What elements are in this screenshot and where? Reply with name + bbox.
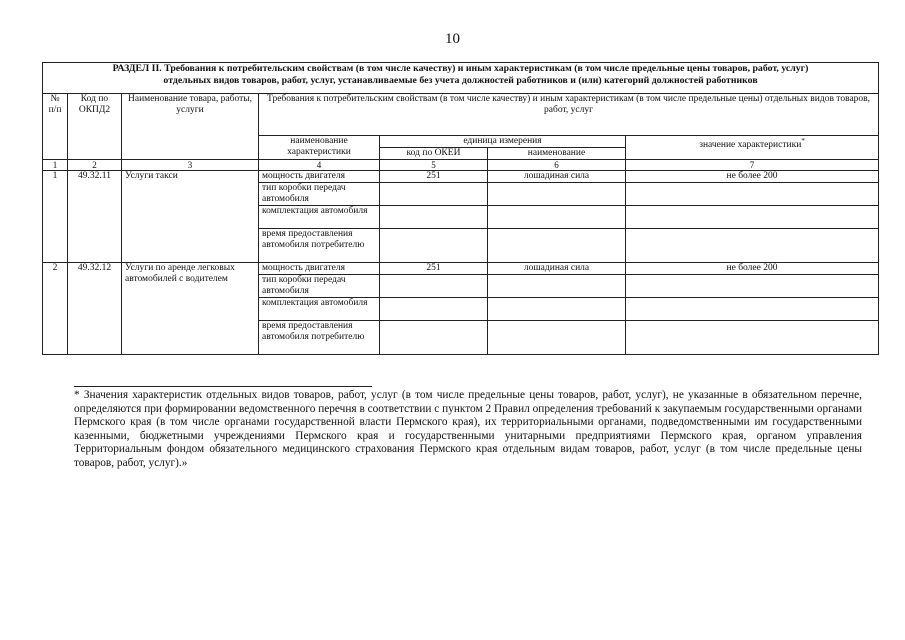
header-num: № п/п	[43, 94, 68, 160]
char-unit: лошадиная сила	[488, 263, 626, 275]
char-value	[626, 183, 879, 206]
footnote: * Значения характеристик отдельных видов товаров, работ, услуг (в том числе предельные цены товаров, работ, услуг), не указанные в обязательном перечне, определяются при формировании ведомственного перечня в соответствии с пунктом 2 Правил определения требований к закупаемым государственными органами Пермского края (в том числе органами государственной власти Пермского края), их территориальными органами, подведомственными им государственными казенными, бюджетными учреждениями Пермского края и государственными унитарными предприятиями Пермского края, органом управления Территориальным фондом обязательного медицинского страхования Пермского края отдельным видам товаров, работ, услуг (в том числе предельные цены товаров, работ, услуг).»	[74, 389, 862, 469]
section-title-row	[43, 63, 879, 94]
char-unit	[488, 275, 626, 298]
char-value	[626, 298, 879, 321]
char-okei	[380, 183, 488, 206]
requirements-table	[42, 62, 879, 355]
char-okei	[380, 321, 488, 355]
header-value-mark: *	[801, 137, 805, 145]
char-value	[626, 275, 879, 298]
char-name: время предоставления автомобиля потребителю	[259, 229, 380, 263]
footnote-separator	[74, 386, 372, 387]
row-num: 1	[43, 171, 68, 263]
row-name: Услуги по аренде легковых автомобилей с водителем	[122, 263, 259, 355]
char-value: не более 200	[626, 263, 879, 275]
char-name: комплектация автомобиля	[259, 298, 380, 321]
char-unit	[488, 183, 626, 206]
header-code: Код по ОКПД2	[68, 94, 122, 160]
column-index-row	[43, 160, 879, 171]
header-unit-name: наименование	[488, 148, 626, 160]
char-name: комплектация автомобиля	[259, 206, 380, 229]
section-title-line2: отдельных видов товаров, работ, услуг, устанавливаемые без учета должностей работников и (или) категорий должностей работников	[163, 75, 758, 86]
char-unit	[488, 298, 626, 321]
char-unit	[488, 229, 626, 263]
header-value	[626, 136, 879, 160]
row-code: 49.32.11	[68, 171, 122, 263]
column-index: 3	[122, 160, 259, 171]
char-name: мощность двигателя	[259, 263, 380, 275]
column-index: 4	[259, 160, 380, 171]
header-unit: единица измерения	[380, 136, 626, 148]
char-okei	[380, 206, 488, 229]
char-unit	[488, 206, 626, 229]
table-row	[43, 263, 879, 275]
header-requirements: Требования к потребительским свойствам (в том числе качеству) и иным характеристикам (в том числе предельные цены) отдельных видов товаров, работ, услуг	[259, 94, 879, 136]
column-index: 2	[68, 160, 122, 171]
char-unit	[488, 321, 626, 355]
row-num: 2	[43, 263, 68, 355]
header-char-name: наименование характеристики	[259, 136, 380, 160]
header-name: Наименование товара, работы, услуги	[122, 94, 259, 160]
section-title	[43, 63, 879, 94]
char-okei: 251	[380, 171, 488, 183]
column-index: 1	[43, 160, 68, 171]
page-number: 10	[445, 31, 460, 47]
column-index: 7	[626, 160, 879, 171]
char-name: тип коробки передач автомобиля	[259, 275, 380, 298]
char-name: мощность двигателя	[259, 171, 380, 183]
char-okei	[380, 229, 488, 263]
row-name: Услуги такси	[122, 171, 259, 263]
char-okei	[380, 298, 488, 321]
char-name: время предоставления автомобиля потребителю	[259, 321, 380, 355]
table-row	[43, 171, 879, 183]
char-value	[626, 229, 879, 263]
column-index: 5	[380, 160, 488, 171]
char-okei	[380, 275, 488, 298]
char-value: не более 200	[626, 171, 879, 183]
char-name: тип коробки передач автомобиля	[259, 183, 380, 206]
char-okei: 251	[380, 263, 488, 275]
header-value-label: значение характеристики	[699, 140, 802, 151]
char-value	[626, 206, 879, 229]
section-title-line1: РАЗДЕЛ II. Требования к потребительским свойствам (в том числе качеству) и иным характеристикам (в том числе предельные цены товаров, работ, услуг)	[112, 63, 809, 74]
char-unit: лошадиная сила	[488, 171, 626, 183]
char-value	[626, 321, 879, 355]
row-code: 49.32.12	[68, 263, 122, 355]
header-okei: код по ОКЕИ	[380, 148, 488, 160]
header-row-1	[43, 94, 879, 136]
column-index: 6	[488, 160, 626, 171]
